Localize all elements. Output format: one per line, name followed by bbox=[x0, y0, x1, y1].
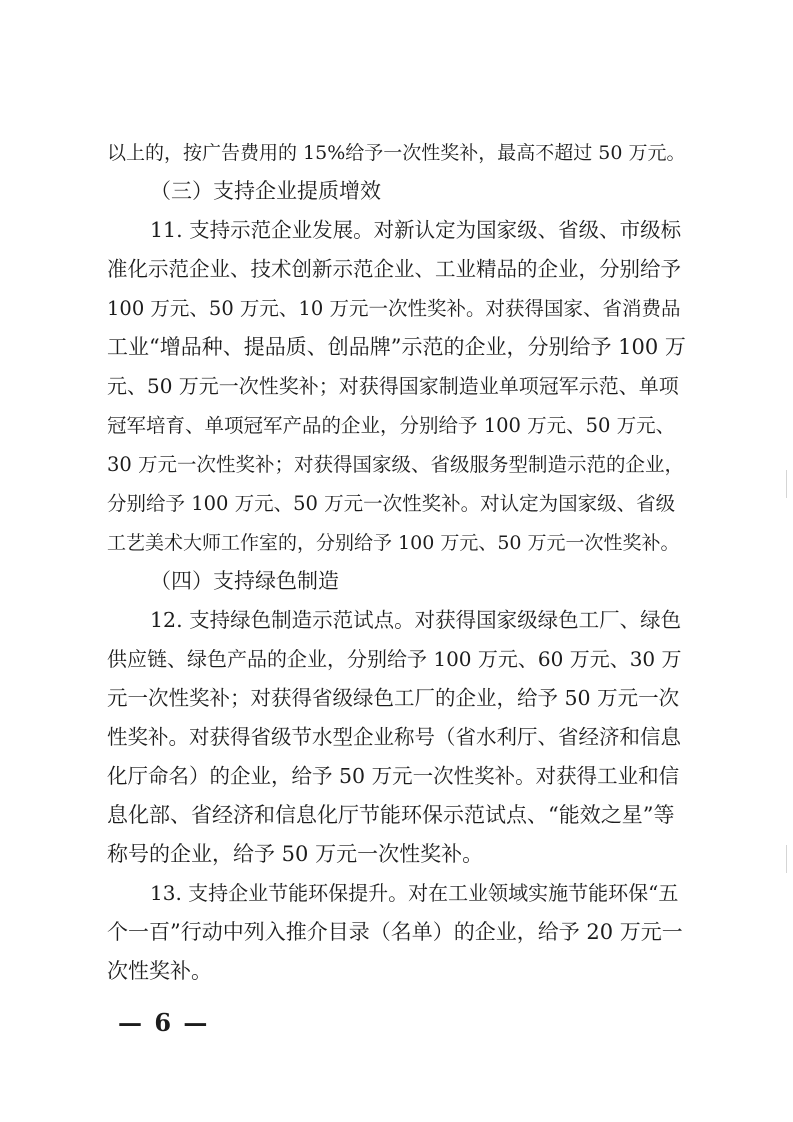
text-line bbox=[0, 761, 793, 791]
text-line-content: 100 万元、50 万元、10 万元一次性奖补。对获得国家、省消费品 bbox=[107, 297, 681, 320]
text-line bbox=[0, 605, 793, 635]
text-line-content: 30 万元一次性奖补；对获得国家级、省级服务型制造示范的企业， bbox=[107, 453, 685, 476]
text-line-content: 11. 支持示范企业发展。对新认定为国家级、省级、市级标 bbox=[150, 218, 682, 242]
text-line-content: 以上的，按广告费用的 15%给予一次性奖补，最高不超过 50 万元。 bbox=[107, 142, 686, 164]
section-heading bbox=[0, 566, 793, 596]
text-line-content: 准化示范企业、技术创新示范企业、工业精品的企业，分别给予 bbox=[107, 257, 681, 281]
text-line-content: 个一百”行动中列入推介目录（名单）的企业，给予 20 万元一 bbox=[107, 920, 683, 944]
text-line-content: 次性奖补。 bbox=[107, 959, 212, 983]
text-line bbox=[0, 839, 793, 869]
text-line bbox=[0, 683, 793, 713]
text-line bbox=[0, 956, 793, 986]
text-line-content: 元一次性奖补；对获得省级绿色工厂的企业，给予 50 万元一次 bbox=[107, 686, 680, 710]
text-line-content: 供应链、绿色产品的企业，分别给予 100 万元、60 万元、30 万 bbox=[107, 647, 682, 671]
section-heading bbox=[0, 176, 793, 206]
text-line bbox=[0, 488, 793, 518]
scan-edge-mark bbox=[786, 470, 787, 498]
text-line bbox=[0, 878, 793, 908]
text-line-content: 冠军培育、单项冠军产品的企业，分别给予 100 万元、50 万元、 bbox=[107, 414, 676, 437]
text-line bbox=[0, 137, 793, 167]
page-number: — 6 — bbox=[118, 1008, 210, 1037]
text-line bbox=[0, 410, 793, 440]
text-line-content: 12. 支持绿色制造示范试点。对获得国家级绿色工厂、绿色 bbox=[150, 608, 682, 632]
text-line bbox=[0, 722, 793, 752]
text-line-content: （四）支持绿色制造 bbox=[150, 569, 339, 593]
text-line-content: 元、50 万元一次性奖补；对获得国家制造业单项冠军示范、单项 bbox=[107, 374, 679, 398]
text-line bbox=[0, 917, 793, 947]
text-line bbox=[0, 644, 793, 674]
text-line bbox=[0, 293, 793, 323]
text-line bbox=[0, 449, 793, 479]
text-line-content: 分别给予 100 万元、50 万元一次性奖补。对认定为国家级、省级 bbox=[107, 492, 676, 515]
scan-edge-mark bbox=[786, 845, 787, 873]
text-line-content: 称号的企业，给予 50 万元一次性奖补。 bbox=[107, 842, 484, 866]
text-line-content: 化厅命名）的企业，给予 50 万元一次性奖补。对获得工业和信 bbox=[107, 764, 680, 788]
text-line-content: （三）支持企业提质增效 bbox=[150, 179, 381, 203]
text-line bbox=[0, 332, 793, 362]
text-line-content: 息化部、省经济和信息化厅节能环保示范试点、“能效之星”等 bbox=[107, 803, 675, 827]
text-line-content: 性奖补。对获得省级节水型企业称号（省水利厅、省经济和信息 bbox=[107, 725, 681, 749]
text-line-content: 工艺美术大师工作室的，分别给予 100 万元、50 万元一次性奖补。 bbox=[107, 532, 680, 554]
text-line-content: 工业“增品种、提品质、创品牌”示范的企业，分别给予 100 万 bbox=[107, 335, 686, 359]
text-line bbox=[0, 800, 793, 830]
text-line bbox=[0, 527, 793, 557]
text-line bbox=[0, 254, 793, 284]
text-line bbox=[0, 215, 793, 245]
text-line-content: 13. 支持企业节能环保提升。对在工业领域实施节能环保“五 bbox=[150, 881, 679, 905]
text-line bbox=[0, 371, 793, 401]
